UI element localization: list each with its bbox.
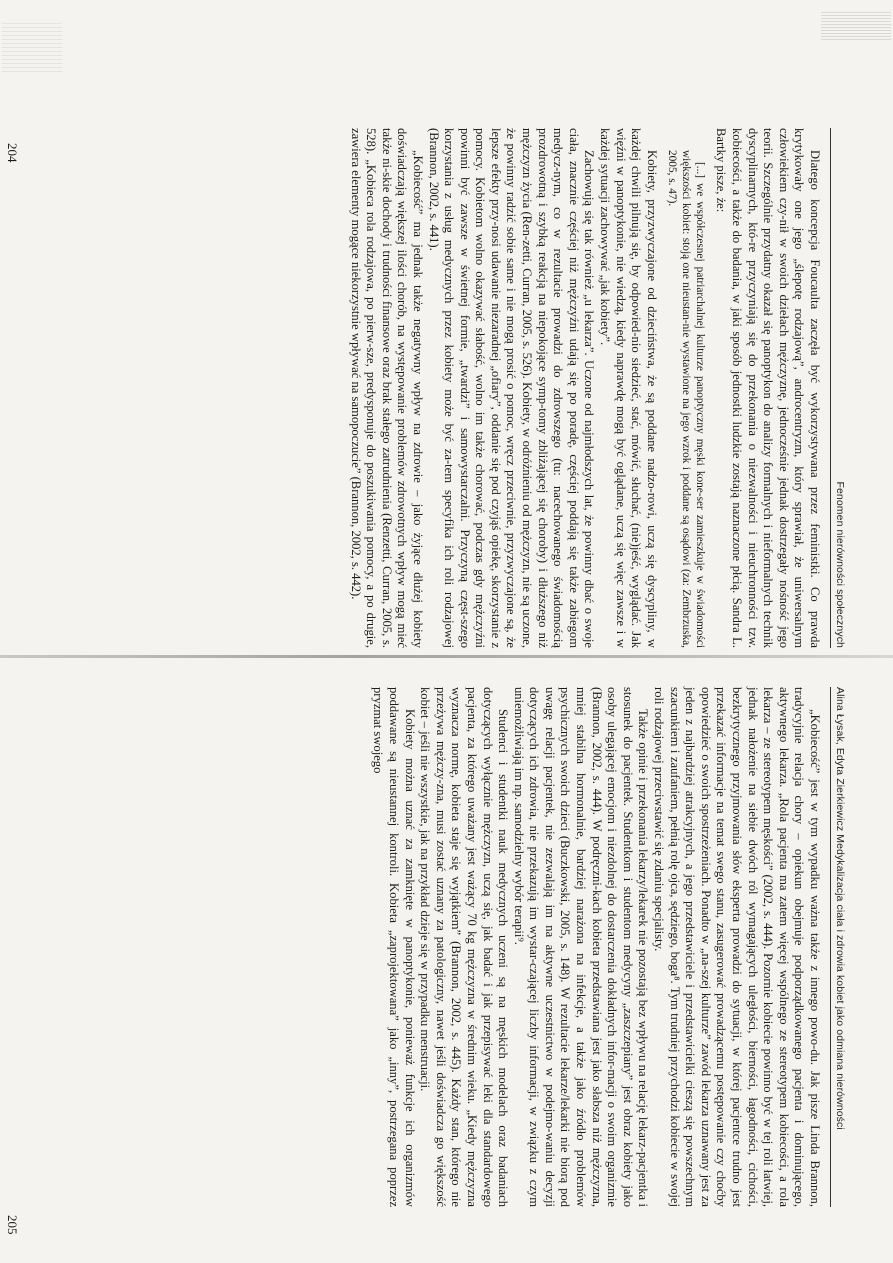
running-head: Fenomen nierówności społecznych bbox=[830, 128, 846, 648]
scan-artifact bbox=[821, 12, 891, 40]
paragraph: Kobiety, przyzwyczajone od dzieciństwa, że są poddane nadzo-rowi, uczą się dyscypliny, w każdej chwili pilnują się, by odpowied-nio siedzieć, stać, mówić, słuchać, (nie)jeść, wyglądać. Jak więźni w panoptykonie, nie wiedzą, kiedy naprawdę mogą być oglądane, uczą się więc zawsze i w każdej sytuacji zachowywać „jak kobiety”. bbox=[598, 128, 659, 648]
paragraph: „Kobiecość” ma jednak także negatywny wpływ na zdrowie – jako żyjące dłużej kobiety doświadczają większej ilości chorób, na występowanie problemów zdrowotnych wpływ mogą mieć także ni-skie dochody i trudności finansowe oraz brak stałego zatrudnienia (Renzetti, Curran, 2005, s. 528). „Kobieca rola rodzajowa, po pierw-sze, predysponuje do poszukiwania pomocy, a po drugie, zawiera elementy mogące niekorzystnie wpływać na samopoczucie” (Brannon, 2002, s. 442). bbox=[348, 128, 425, 648]
paragraph: Dlatego koncepcja Foucaulta zaczęła być wykorzystywana przez feministki. Co prawda krytykowały one jego „ślepotę rodzajową”, androcentryzm, który sprawiał, że uniwersalnym człowiekiem czy-nił w swoich dziełach mężczyznę, jednocześnie jednak dostrzegały nośność jego teorii. Szczególnie przydatny okazał się panoptykon do analizy formalnych i nieformalnych technik dyscyplinarnych, któ-re przyczyniają się do przekonania o niezwalności i nieuchronności tzw. kobiecości, a także do badania, w jaki sposób jednostki ludzkie zostają naznaczone płcią. Sandra L. Bartky pisze, że: bbox=[714, 128, 822, 648]
paragraph: Także opinie i przekonania lekarzy/lekarek nie pozostają bez wpływu na relację lekarz-pacjentka i stosunek do pacjentek. Studentkom i studentom medycyny „zaszczepiany” jest obraz kobiety jako osoby ulegającej emocjom i niezdolnej do dostarczenia dokładnych infor-macji o swoim organizmie (Brannon, 2002, s. 444). W podręczni-kach kobieta przedstawiana jest jako słabsza niż mężczyzna, mniej stabilna hormonalnie, bardziej narażona na infekcje, a także jako źródło problemów psychicznych swoich dzieci (Buczkowski, 2005, s. 148). W rezultacie lekarze/lekarki nie biorą pod uwagę relacji pacjentek, nie zezwalają im na aktywne uczestnictwo w podejmo-waniu decyzji dotyczących ich zdrowia, nie przekazują im wystar-czającej liczby informacji, w związku z czym uniemożliwiają im np. samodzielny wybór terapii⁹. bbox=[511, 687, 651, 1207]
paragraph: „Kobiecość” jest w tym wypadku ważna także z innego powo-du. Jak pisze Linda Brannon, tradycyjnie relacja chory – opiekun obejmuje podporządkowanego pacjenta i dominującego, aktywnego lekarza. „Rola pacjenta ma zatem więcej wspólnego ze stereotypem kobiecości, a rola lekarza – ze stereotypem męskości” (2002, s. 444). Pozornie kobiecie powinno być w tej roli łatwiej, jednak nałożenie na siebie dwóch ról wymagających uległości, bierności, łagodności, cichości, bezkrytycznego przyjmowania słów eksperta prowadzi do sytuacji, w której pacjentce trudno jest przekazać informacje na temat swego stanu, zasugerować prowadzącemu postępowanie czy choćby opowiedzieć o swoich spostrzeżeniach. Ponadto w „na-szej kulturze” zawód lekarza uznawany jest za jeden z najbardziej atrakcyjnych, a jego przedstawiciele i przedstawicielki cieszą się powszechnym szacunkiem i zaufaniem, pełnią rolę ojca, sędziego, boga⁸. Tym trudniej przychodzi kobiecie w swojej roli rodzajowej przeciwstawić się zdaniu specjalisty. bbox=[652, 687, 822, 1207]
page-number: 204 bbox=[5, 143, 20, 163]
paragraph: Kobiety można uznać za zamknięte w panoptykonie, ponieważ funkcje ich organizmów poddawane są nieustannej kontroli. Kobieta „zaprojektowana” jako „inny”, postrzegana poprzez pryzmat swojego bbox=[371, 687, 417, 1207]
scan-artifact bbox=[2, 22, 62, 72]
running-head: Alina Łysak, Edyta Zierkiewicz Medykalizacja ciała i zdrowia kobiet jako odmiana nierówności bbox=[830, 687, 846, 1207]
block-quote: [...] we współczesnej patriarchalnej kulturze panoptyczny męski kone-ser zamieszkuje w świadomości większości kobiet: stoją one nieustan-nie wystawione na jego wzrok i poddane są osądowi (za: Zembrzuska, 2005, s. 47). bbox=[665, 150, 706, 648]
paragraph: Studenci i studentki nauk medycznych uczeni są na męskich modelach oraz badaniach dotyczących wyłącznie mężczyzn, uczą się, jak badać i jak przepisywać leki dla standardowego pacjenta, za którego uważany jest ważący 70 kg mężczyzna w średnim wieku. „Kiedy mężczyzna wyznacza normę, kobieta staje się wyjątkiem” (Brannon, 2002, s. 445). Każdy stan, którego nie przeżywa mężczy-zna, musi zostać uznany za patologiczny, nawet jeśli doświadcza go większość kobiet – jeśli nie wszystkie, jak na przykład dzieje się w przypadku menstruacji. bbox=[418, 687, 511, 1207]
book-gutter bbox=[0, 655, 893, 658]
paragraph: Zachowują się tak również „u lekarza”. Uczone od najmłodszych lat, że powinny dbać o swoje ciała, znacznie częściej niż mężczyźni udają się po poradę, częściej poddają się także zabiegom medycz-nym, co w rezultacie prowadzi do zdrowszego (tu: nacechowanego świadomością prozdrowotną i szybką reakcją na niepokojące symp-tomy zbliżającej się choroby) i dłuższego niż mężczyzn życia (Ren-zetti, Curran, 2005, s. 526). Kobiety, w odróżnieniu od mężczyzn, nie są uczone, że powinny radzić sobie same i nie mogą prosić o pomoc, wręcz przeciwnie, przyzwyczajone są, że lepsze efekty przy-nosi udawanie niezaradnej „ofiary”, oddanie się pod czyjąś opiekę, skorzystanie z pomocy. Kobietom wolno okazywać słabość, wolno im także chorować, podczas gdy mężczyźni powinni być zawsze w świetnej formie, „twardzi” i samowystarczalni. Przyczyną częst-szego korzystania z usług medycznych przez kobiety może być za-tem specyfika ich roli rodzajowej (Brannon, 2002, s. 441). bbox=[426, 128, 597, 648]
page-left bbox=[76, 128, 846, 648]
page-right bbox=[76, 687, 846, 1207]
page-number: 205 bbox=[5, 1215, 20, 1235]
